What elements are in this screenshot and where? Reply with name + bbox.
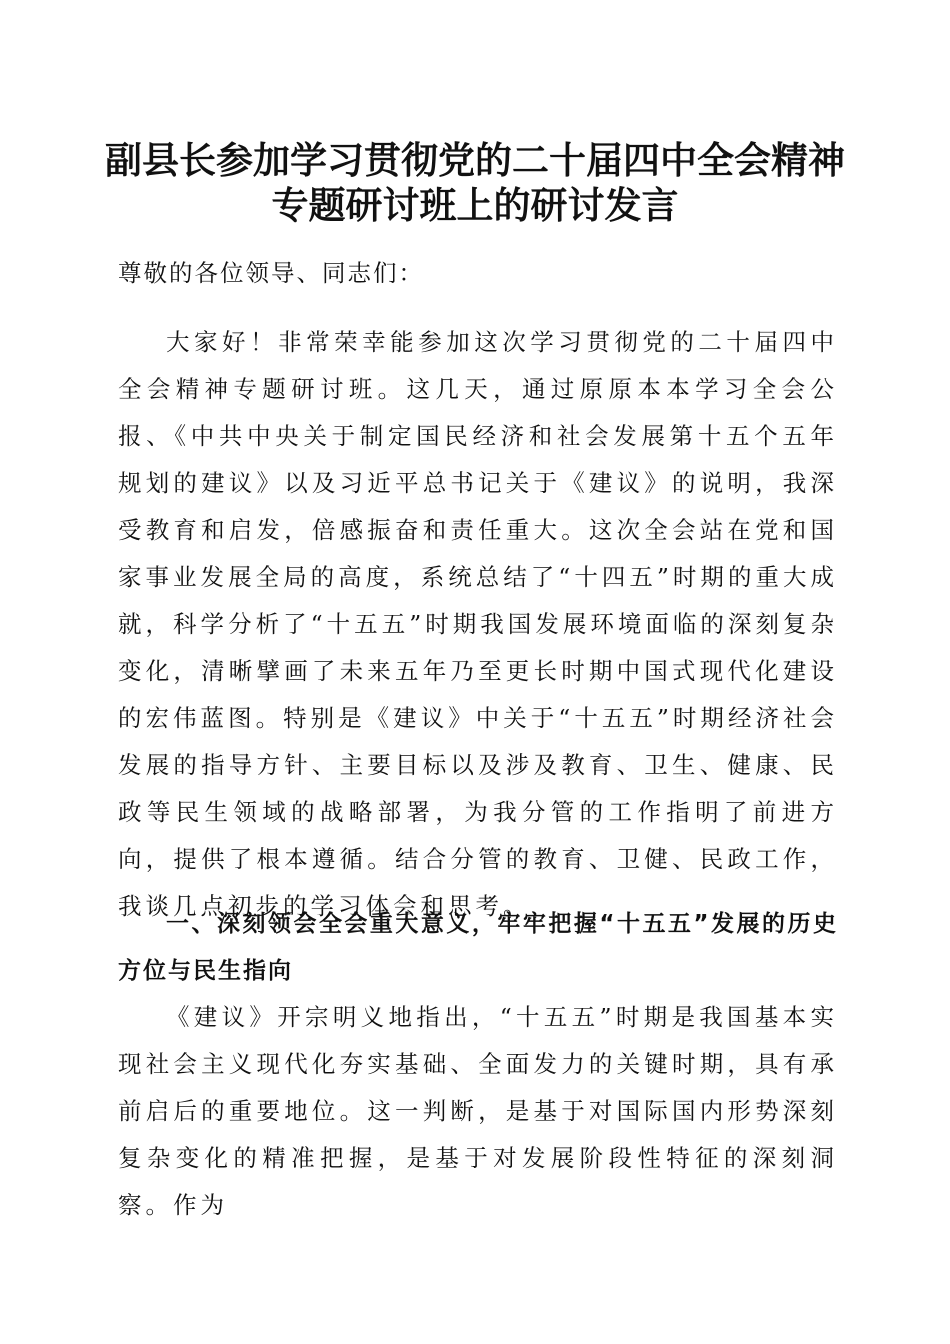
document-title-line-2: 专题研讨班上的研讨发言 <box>271 183 679 227</box>
document-title-line-1: 副县长参加学习贯彻党的二十届四中全会精神 <box>105 138 845 182</box>
greeting: 尊敬的各位领导、同志们： <box>118 259 424 287</box>
paragraph-intro: 大家好！非常荣幸能参加这次学习贯彻党的二十届四中全会精神专题研讨班。这几天，通过原原本本学习全会公报、《中共中央关于制定国民经济和社会发展第十五个五年规划的建议》以及习近平总书记关于《建议》的说明，我深受教育和启发，倍感振奋和责任重大。这次全会站在党和国家事业发展全局的高度，系统总结了“十四五”时期的重大成就，科学分析了“十五五”时期我国发展环境面临的深刻复杂变化，清晰擘画了未来五年乃至更长时期中国式现代化建设的宏伟蓝图。特别是《建议》中关于“十五五”时期经济社会发展的指导方针、主要目标以及涉及教育、卫生、健康、民政等民生领域的战略部署，为我分管的工作指明了前进方向，提供了根本遵循。结合分管的教育、卫健、民政工作，我谈几点初步的学习体会和思考。 <box>118 328 838 920</box>
section-heading-1: 一、深刻领会全会重大意义，牢牢把握“十五五”发展的历史方位与民生指向 <box>118 911 838 984</box>
paragraph-section-1: 《建议》开宗明义地指出，“十五五”时期是我国基本实现社会主义现代化夯实基础、全面发力的关键时期，具有承前启后的重要地位。这一判断，是基于对国际国内形势深刻复杂变化的精准把握，是基于对发展阶段性特征的深刻洞察。作为 <box>118 1003 838 1219</box>
